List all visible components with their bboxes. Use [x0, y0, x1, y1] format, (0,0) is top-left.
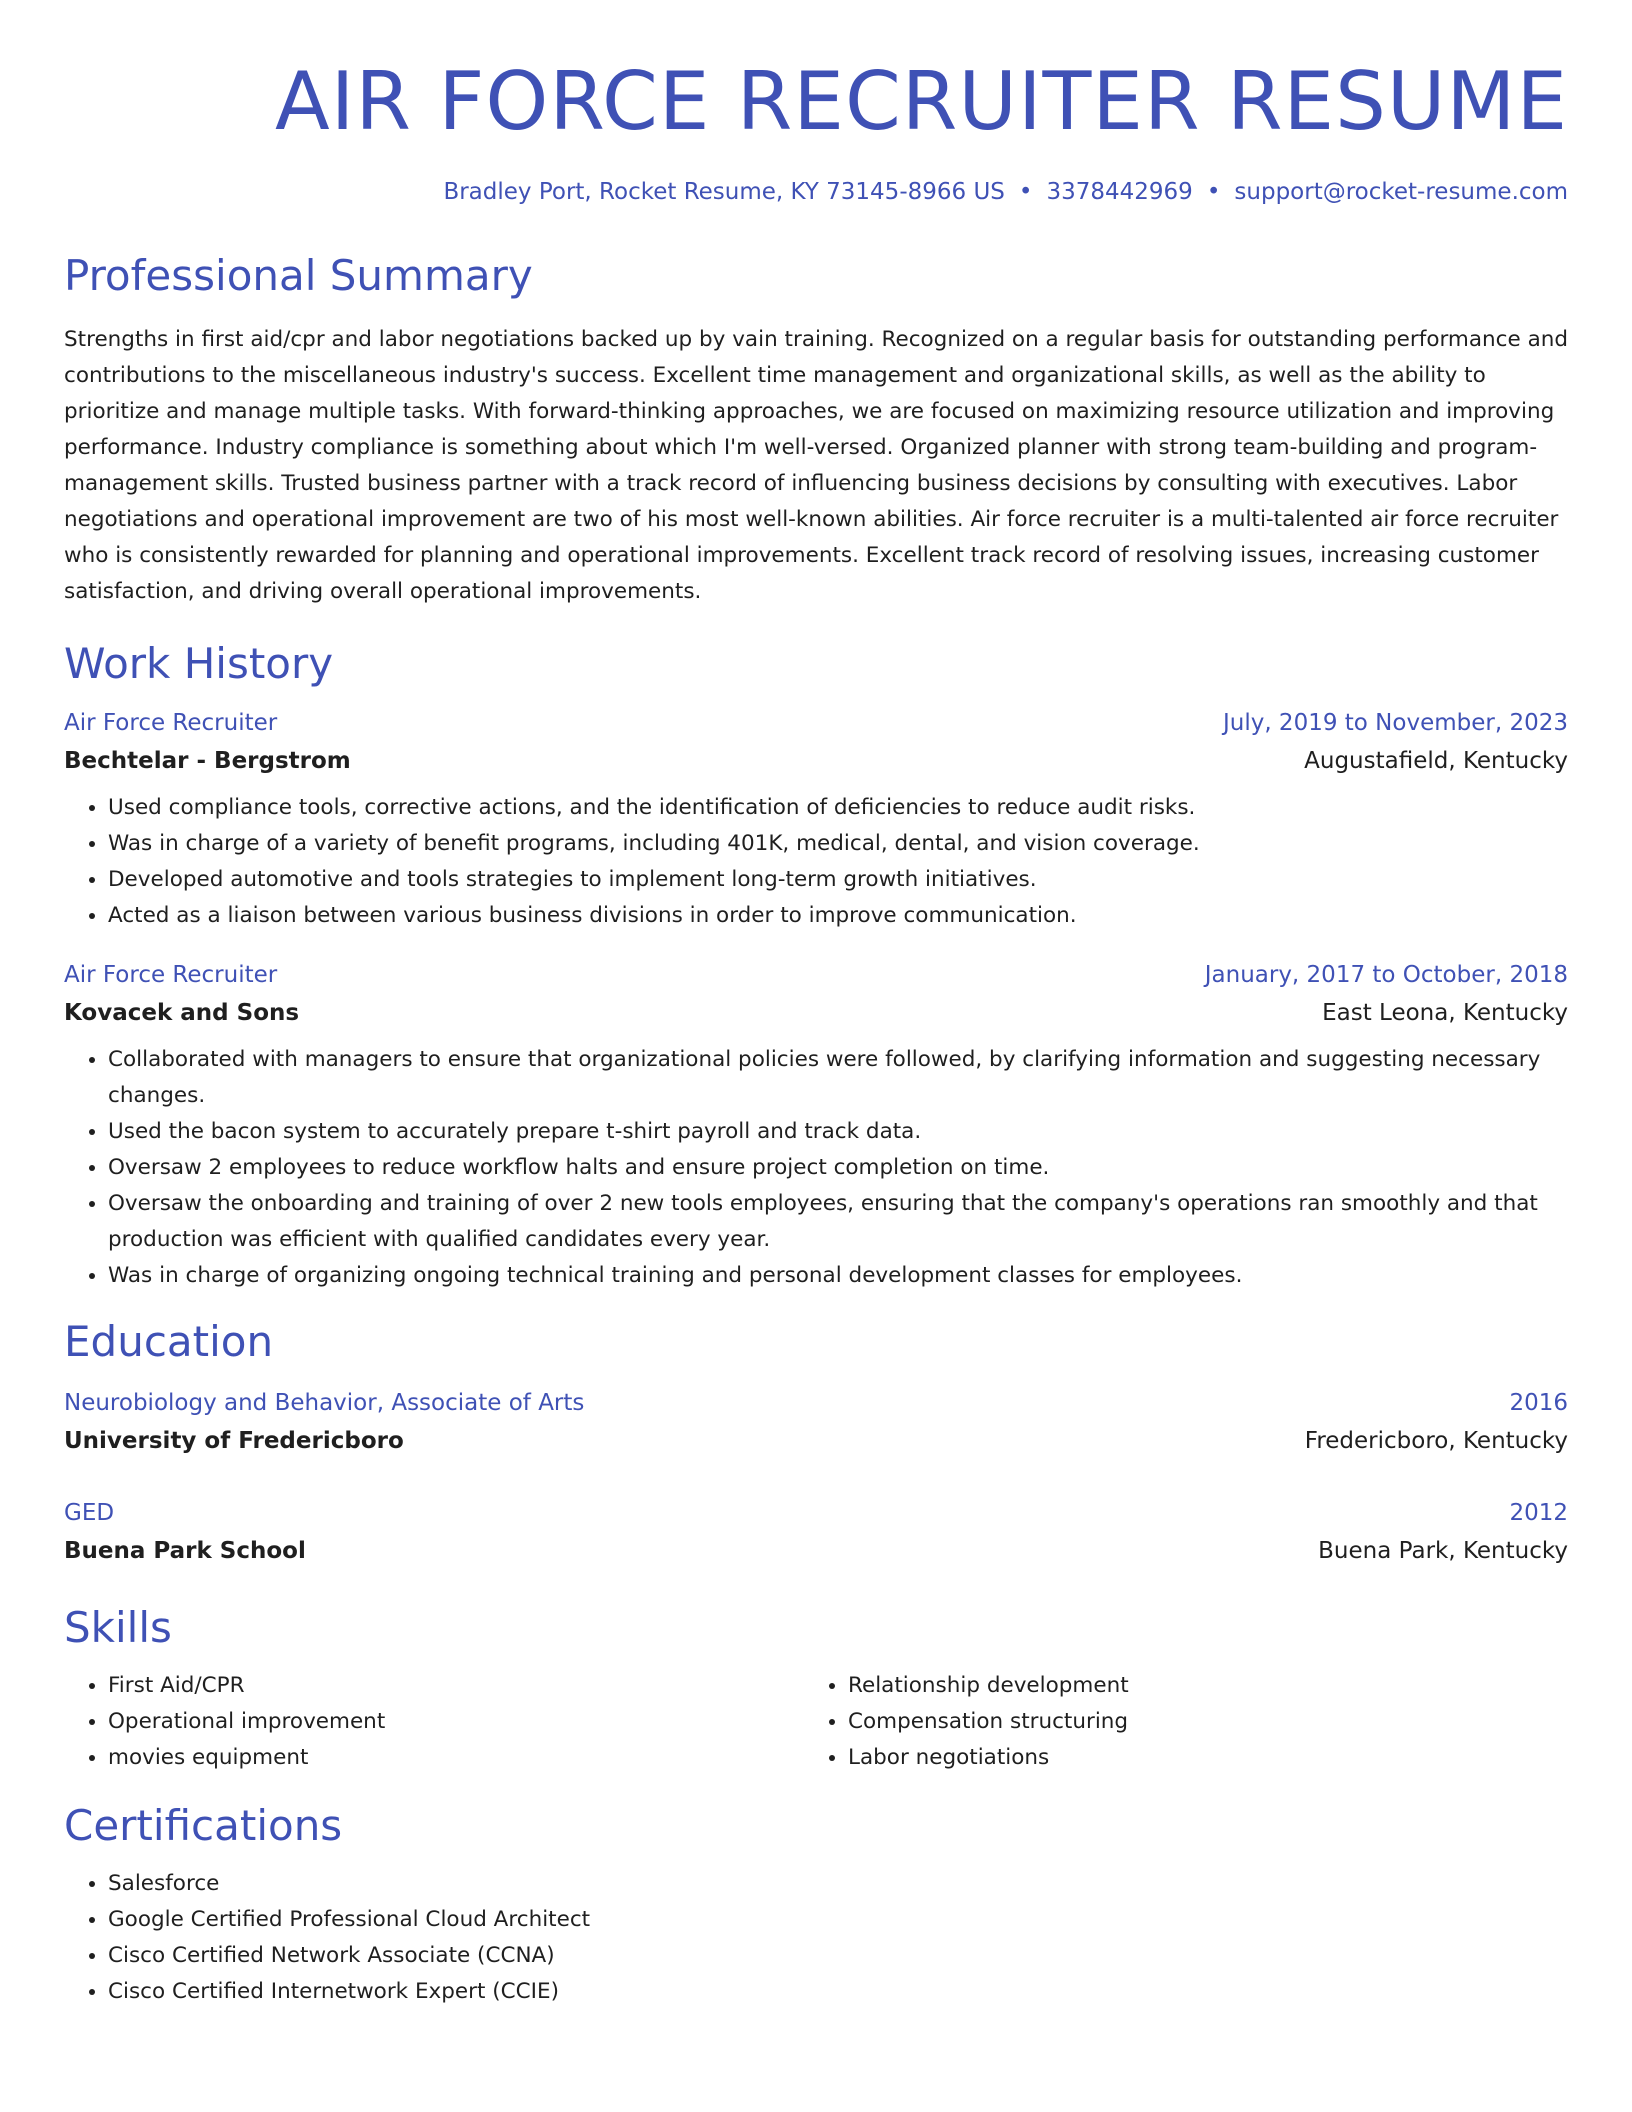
- work-history-heading: Work History: [64, 639, 334, 688]
- job-bullet: • Collaborated with managers to ensure that organizational policies were followed, by clarifying information and suggesting necessary changes.: [108, 1042, 1568, 1114]
- job-bullet: • Used compliance tools, corrective actions, and the identification of deficiencies to reduce audit risks.: [108, 790, 1568, 826]
- skill-item: • movies equipment: [108, 1740, 804, 1776]
- job-entry: [64, 956, 1568, 1294]
- resume-header: [64, 52, 1568, 208]
- education-entry: [64, 1384, 1568, 1460]
- skills-list-left: [64, 1668, 804, 1776]
- certification-item: • Google Certified Professional Cloud Architect: [108, 1902, 1568, 1938]
- education-school: University of Fredericboro: [64, 1428, 404, 1454]
- certification-item: • Cisco Certified Network Associate (CCNA): [108, 1938, 1568, 1974]
- contact-separator: •: [1018, 179, 1033, 205]
- contact-email: support@rocket-resume.com: [1234, 179, 1568, 205]
- education-location: Fredericboro, Kentucky: [1304, 1428, 1568, 1454]
- skill-item: • Labor negotiations: [848, 1740, 1544, 1776]
- job-title: Air Force Recruiter: [64, 710, 278, 736]
- skills-list-right: [804, 1668, 1544, 1776]
- skills-grid: [64, 1668, 1568, 1776]
- job-bullet: • Oversaw 2 employees to reduce workflow halts and ensure project completion on time.: [108, 1150, 1568, 1186]
- contact-address: Bradley Port, Rocket Resume, KY 73145-8966 US: [443, 179, 1005, 205]
- certification-item: • Salesforce: [108, 1866, 1568, 1902]
- job-entry: [64, 704, 1568, 934]
- contact-phone: 3378442969: [1046, 179, 1193, 205]
- education-degree: GED: [64, 1500, 115, 1526]
- job-location: Augustafield, Kentucky: [1304, 748, 1568, 774]
- job-dates: July, 2019 to November, 2023: [1222, 710, 1568, 736]
- job-bullet: • Oversaw the onboarding and training of over 2 new tools employees, ensuring that the company's operations ran smoothly and that production was efficient with qualified candidates every year.: [108, 1186, 1568, 1258]
- job-location: East Leona, Kentucky: [1322, 1000, 1568, 1026]
- education-degree: Neurobiology and Behavior, Associate of Arts: [64, 1390, 585, 1416]
- resume-title: AIR FORCE RECRUITER RESUME: [275, 55, 1568, 148]
- job-title: Air Force Recruiter: [64, 962, 278, 988]
- certifications-list: [64, 1866, 1568, 2010]
- certifications-heading: Certifications: [64, 1801, 343, 1850]
- job-bullets: [64, 1042, 1568, 1294]
- education-school: Buena Park School: [64, 1538, 306, 1564]
- job-bullets: [64, 790, 1568, 934]
- education-year: 2016: [1509, 1390, 1568, 1416]
- education-location: Buena Park, Kentucky: [1318, 1538, 1568, 1564]
- job-bullet: • Acted as a liaison between various business divisions in order to improve communication.: [108, 898, 1568, 934]
- contact-separator: •: [1206, 179, 1221, 205]
- education-school-row: [64, 1422, 1568, 1460]
- education-entry: [64, 1494, 1568, 1570]
- job-bullet: • Was in charge of a variety of benefit programs, including 401K, medical, dental, and vision coverage.: [108, 826, 1568, 862]
- job-title-row: [64, 704, 1568, 742]
- skill-item: • First Aid/CPR: [108, 1668, 804, 1704]
- job-title-row: [64, 956, 1568, 994]
- job-company-row: [64, 994, 1568, 1032]
- job-company-row: [64, 742, 1568, 780]
- summary-heading: Professional Summary: [64, 251, 533, 300]
- skill-item: • Operational improvement: [108, 1704, 804, 1740]
- summary-text: Strengths in first aid/cpr and labor negotiations backed up by vain training. Recognized on a regular basis for outstanding performance and contributions to the miscellaneous industry's success. Excellent time management and organizational skills, as well as the ability to prioritize and manage multiple tasks. With forward-thinking approaches, we are focused on maximizing resource utilization and improving performance. Industry compliance is something about which I'm well-versed. Organized planner with strong team-building and program-management skills. Trusted business partner with a track record of influencing business decisions by consulting with executives. Labor negotiations and operational improvement are two of his most well-known abilities. Air force recruiter is a multi-talented air force recruiter who is consistently rewarded for planning and operational improvements. Excellent track record of resolving issues, increasing customer satisfaction, and driving overall operational improvements.: [64, 327, 1569, 604]
- skill-item: • Relationship development: [848, 1668, 1544, 1704]
- job-bullet: • Used the bacon system to accurately prepare t-shirt payroll and track data.: [108, 1114, 1568, 1150]
- skill-item: • Compensation structuring: [848, 1704, 1544, 1740]
- job-bullet: • Was in charge of organizing ongoing technical training and personal development classes for employees.: [108, 1258, 1568, 1294]
- education-heading: Education: [64, 1317, 274, 1366]
- job-bullet: • Developed automotive and tools strategies to implement long-term growth initiatives.: [108, 862, 1568, 898]
- education-school-row: [64, 1532, 1568, 1570]
- job-dates: January, 2017 to October, 2018: [1204, 962, 1568, 988]
- job-company: Kovacek and Sons: [64, 1000, 300, 1026]
- education-degree-row: [64, 1494, 1568, 1532]
- job-company: Bechtelar - Bergstrom: [64, 748, 351, 774]
- contact-line: [64, 176, 1568, 208]
- education-degree-row: [64, 1384, 1568, 1422]
- skills-heading: Skills: [64, 1603, 172, 1652]
- education-year: 2012: [1509, 1500, 1568, 1526]
- certification-item: • Cisco Certified Internetwork Expert (CCIE): [108, 1974, 1568, 2010]
